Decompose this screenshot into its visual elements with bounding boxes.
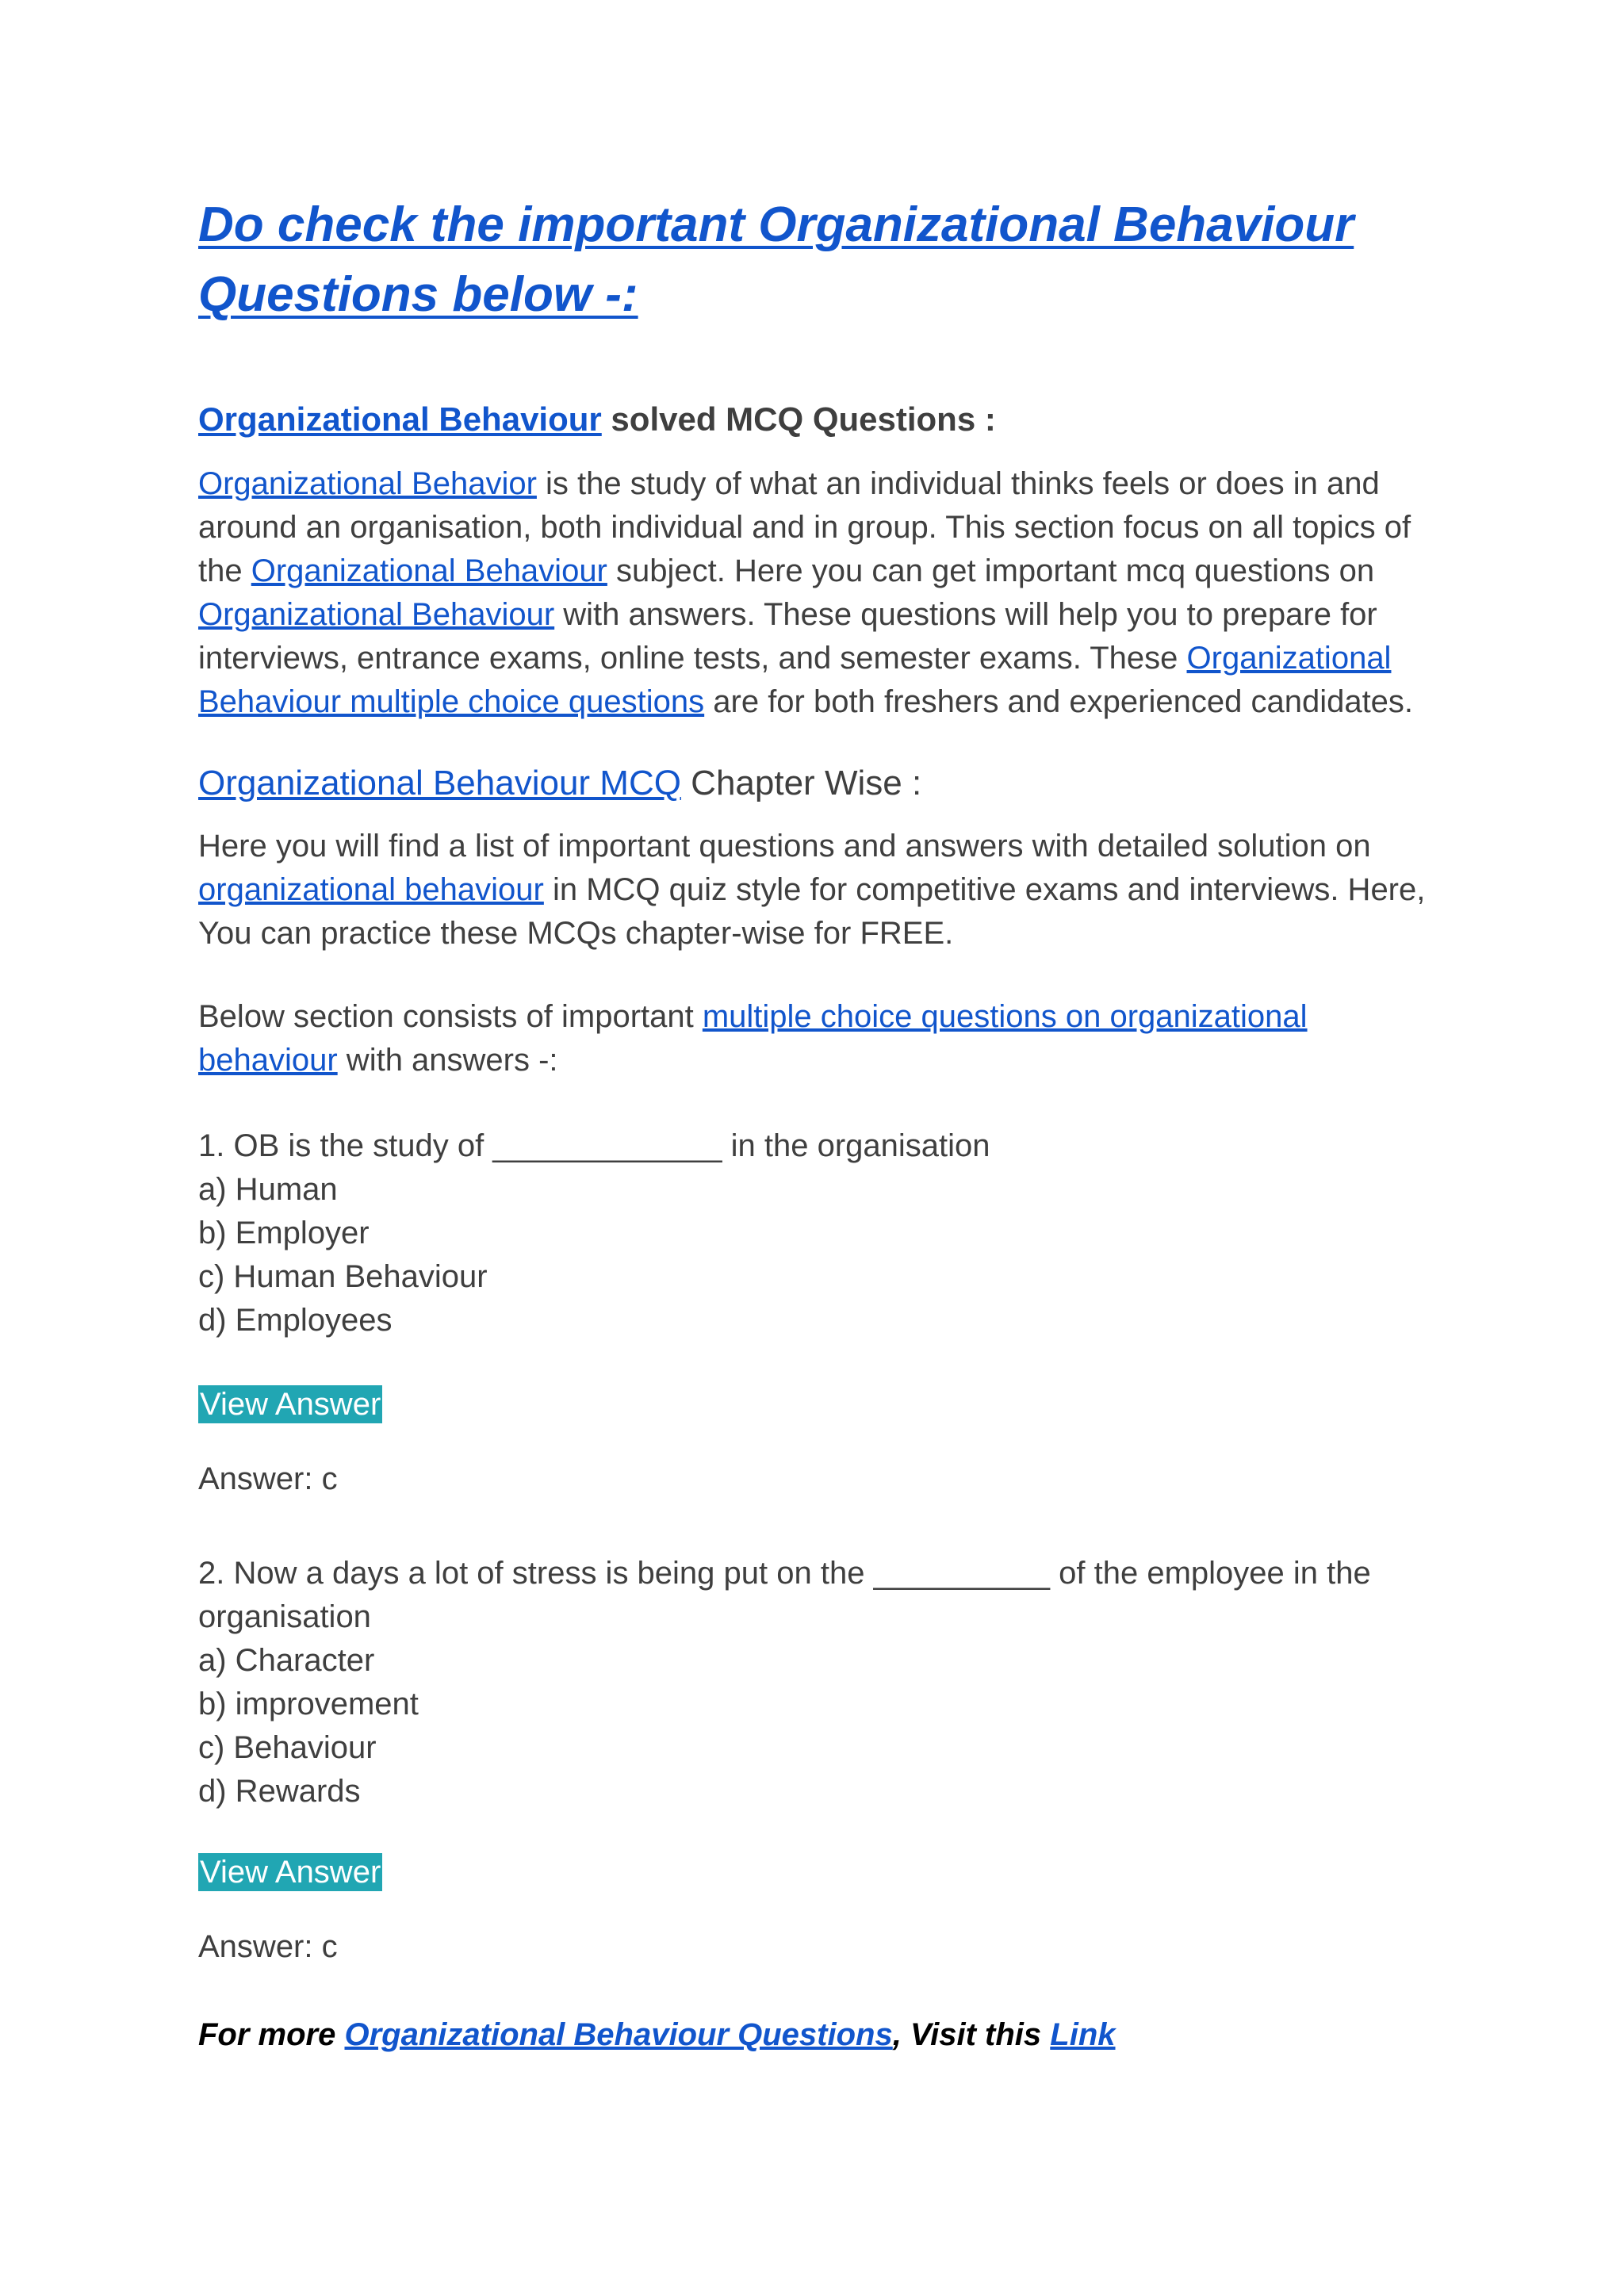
- footer-link[interactable]: Link: [1050, 2017, 1116, 2052]
- intro-link-mcq[interactable]: Organizational Behaviour multiple choice questions: [198, 641, 1392, 719]
- below-section-paragraph: [198, 995, 1435, 1082]
- chapter-description: [198, 825, 1435, 956]
- option-a: a) Character: [198, 1643, 375, 1678]
- section-heading-link[interactable]: Organizational Behaviour: [198, 400, 602, 438]
- footer-text-1: For more: [198, 2017, 345, 2052]
- document-page: [198, 190, 1435, 2052]
- intro-text-4: are for both freshers and experienced candidates.: [704, 684, 1414, 719]
- option-c: c) Behaviour: [198, 1730, 377, 1765]
- option-d: d) Employees: [198, 1303, 393, 1338]
- chapter-desc-text-1: Here you will find a list of important questions and answers with detailed solution on: [198, 829, 1371, 864]
- question-text: 2. Now a days a lot of stress is being put on the __________ of the employee in the organisation: [198, 1556, 1371, 1634]
- intro-text-3: with answers. These questions will help you to prepare for interviews, entrance exams, online tests, and semester exams. These: [198, 597, 1377, 676]
- intro-link-organizational-behaviour-2[interactable]: Organizational Behaviour: [198, 597, 555, 632]
- footer-text-2: , Visit this: [892, 2017, 1051, 2052]
- footer-questions-link[interactable]: Organizational Behaviour Questions: [344, 2017, 893, 2052]
- below-text-2: with answers -:: [337, 1043, 558, 1078]
- intro-text-1: is the study of what an individual thinks feels or does in and around an organisation, both individual and in group. This section focus on all topics of the: [198, 466, 1411, 588]
- chapter-desc-link[interactable]: organizational behaviour: [198, 872, 544, 907]
- below-text-1: Below section consists of important: [198, 999, 703, 1034]
- section-heading: [198, 399, 996, 440]
- footer-more-line: [198, 2014, 1116, 2055]
- intro-link-organizational-behaviour-1[interactable]: Organizational Behaviour: [251, 553, 607, 588]
- answer-text: Answer: c: [198, 1929, 338, 1964]
- title-link[interactable]: Do check the important Organizational Behaviour Questions below -:: [198, 197, 1354, 322]
- option-b: b) Employer: [198, 1216, 370, 1250]
- below-section-link[interactable]: multiple choice questions on organizational behaviour: [198, 999, 1308, 1078]
- answer-text: Answer: c: [198, 1461, 338, 1496]
- chapter-wise-link[interactable]: Organizational Behaviour MCQ: [198, 764, 681, 802]
- question-text: 1. OB is the study of _____________ in the organisation: [198, 1128, 990, 1163]
- section-heading-text: solved MCQ Questions :: [601, 400, 996, 438]
- question-2: [198, 1552, 1435, 1813]
- intro-paragraph: [198, 462, 1435, 724]
- chapter-wise-heading: [198, 760, 921, 807]
- intro-text-2: subject. Here you can get important mcq questions on: [607, 553, 1375, 588]
- option-d: d) Rewards: [198, 1774, 361, 1809]
- view-answer-button[interactable]: View Answer: [200, 1855, 381, 1890]
- option-c: c) Human Behaviour: [198, 1259, 488, 1294]
- view-answer-button[interactable]: View Answer: [200, 1387, 381, 1422]
- chapter-wise-text: Chapter Wise :: [680, 764, 922, 802]
- question-1: [198, 1124, 1435, 1342]
- option-a: a) Human: [198, 1172, 338, 1207]
- intro-link-organizational-behavior[interactable]: Organizational Behavior: [198, 466, 537, 501]
- option-b: b) improvement: [198, 1687, 419, 1721]
- page-title: [198, 190, 1435, 330]
- chapter-desc-text-2: in MCQ quiz style for competitive exams and interviews. Here, You can practice these MCQs chapter-wise for FREE.: [198, 872, 1426, 951]
